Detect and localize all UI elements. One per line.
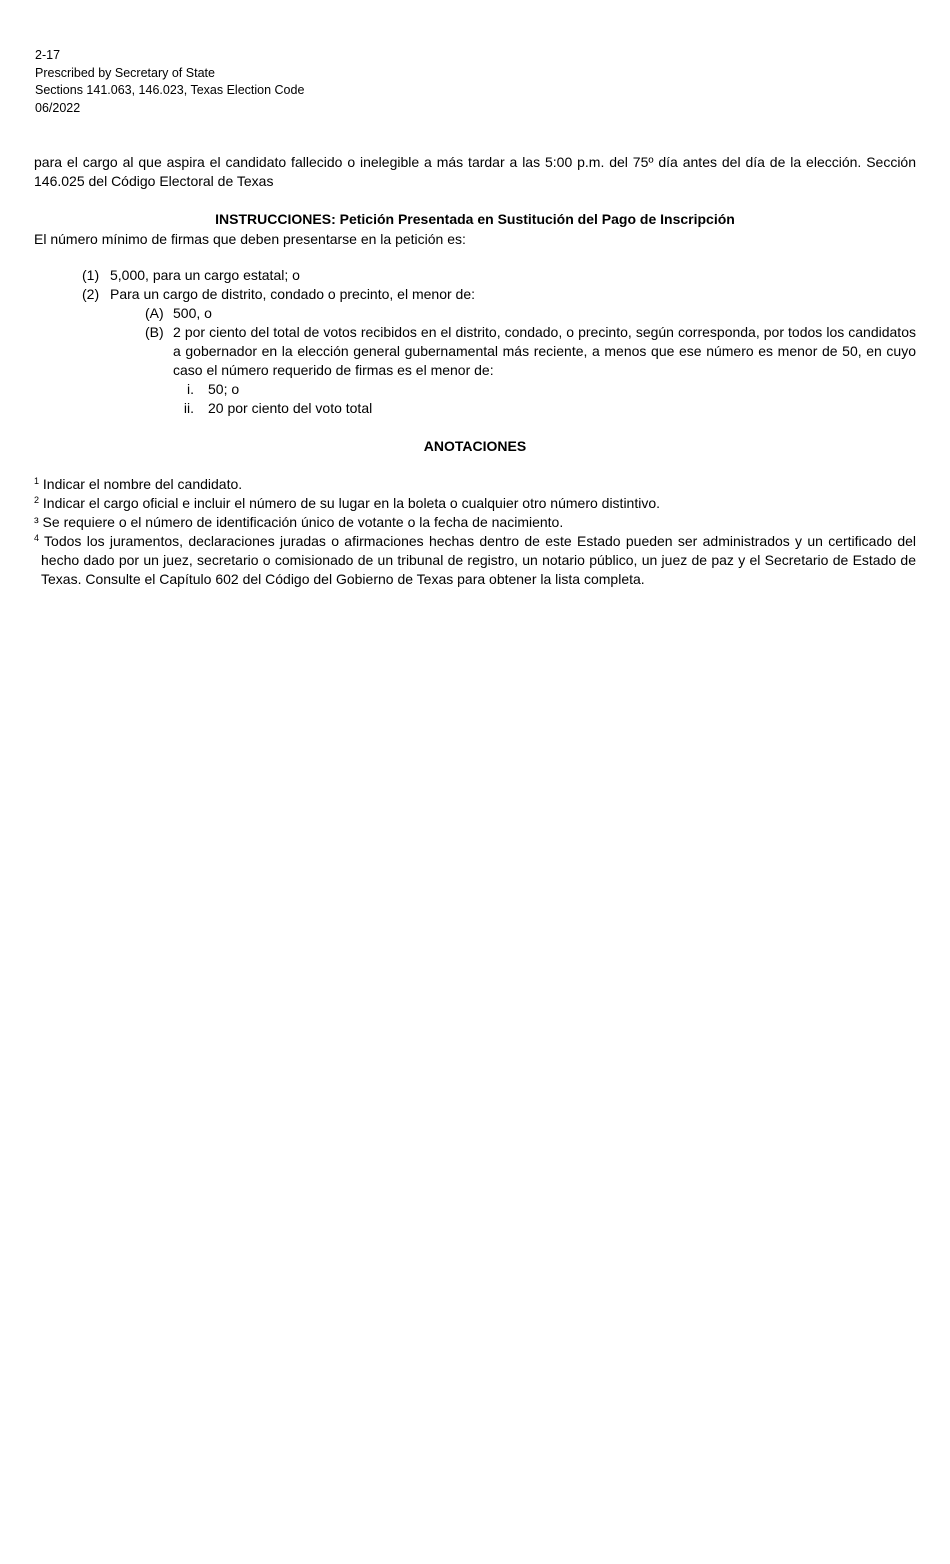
instructions-intro: El número mínimo de firmas que deben presentarse en la petición es: — [34, 231, 466, 247]
list-subsubitem-marker: ii. — [183, 400, 194, 416]
list-subitem-text: 2 por ciento del total de votos recibidos en el distrito, condado, o precinto, según corresponda, por todos los candidatos a gobernador en la elección general gubernamental más reciente, a menos que ese número es menor de 50, en cuyo caso el número requerido de firmas es el menor de: — [173, 324, 916, 378]
list-item-marker: (1) — [82, 267, 100, 283]
note-marker: ³ — [34, 514, 39, 530]
list-item-text: 5,000, para un cargo estatal; o — [110, 267, 300, 283]
form-number: 2-17 — [35, 48, 61, 62]
list-subitem — [145, 304, 916, 323]
note-text: Se requiere o el número de identificación único de votante o la fecha de nacimiento. — [38, 514, 564, 530]
form-header — [35, 47, 304, 117]
list-subsubitem — [180, 380, 916, 399]
list-item — [82, 285, 916, 304]
list-subitem-marker: (B) — [145, 324, 164, 340]
annotations-list — [34, 475, 916, 589]
list-subsubitem-text: 20 por ciento del voto total — [208, 400, 373, 416]
annotation-note — [34, 475, 916, 494]
list-subsubitem — [180, 399, 916, 418]
list-item-marker: (2) — [82, 286, 100, 302]
code-sections: Sections 141.063, 146.023, Texas Election Code — [35, 83, 305, 97]
note-text: Indicar el cargo oficial e incluir el número de su lugar en la boleta o cualquier otro número distintivo. — [39, 495, 661, 511]
list-subitem-text: 500, o — [173, 305, 212, 321]
note-text: Todos los juramentos, declaraciones juradas o afirmaciones hechas dentro de este Estado pueden ser administrados y un certificado del hecho dado por un juez, secretario o comisionado de un tribunal de registro, un notario público, un juez de paz y el Secretario de Estado de Texas. Consulte el Capítulo 602 del Código del Gobierno de Texas para obtener la lista completa. — [39, 533, 916, 587]
instructions-title: INSTRUCCIONES: Petición Presentada en Sustitución del Pago de Inscripción — [215, 211, 735, 227]
list-item — [82, 266, 916, 285]
note-marker: 1 — [34, 476, 40, 486]
prescribed-by: Prescribed by Secretary of State — [35, 65, 215, 80]
list-subsubitem-text: 50; o — [208, 381, 240, 397]
annotations-title: ANOTACIONES — [423, 438, 527, 454]
list-subitem-marker: (A) — [145, 305, 164, 321]
list-subsubitem-marker: i. — [187, 381, 194, 397]
annotation-note — [34, 532, 916, 589]
list-item-text: Para un cargo de distrito, condado o precinto, el menor de: — [110, 286, 475, 302]
annotation-note — [34, 513, 916, 532]
annotation-note — [34, 494, 916, 513]
list-subitem — [145, 323, 916, 380]
note-text: Indicar el nombre del candidato. — [39, 476, 243, 492]
note-marker: 4 — [34, 533, 40, 543]
note-marker: 2 — [34, 495, 40, 505]
continuation-paragraph: para el cargo al que aspira el candidato fallecido o inelegible a más tardar a las 5:00 p.m. del 75º día antes del día de la elección. Sección 146.025 del Código Electoral de Texas — [34, 154, 916, 189]
form-date: 06/2022 — [35, 100, 81, 115]
